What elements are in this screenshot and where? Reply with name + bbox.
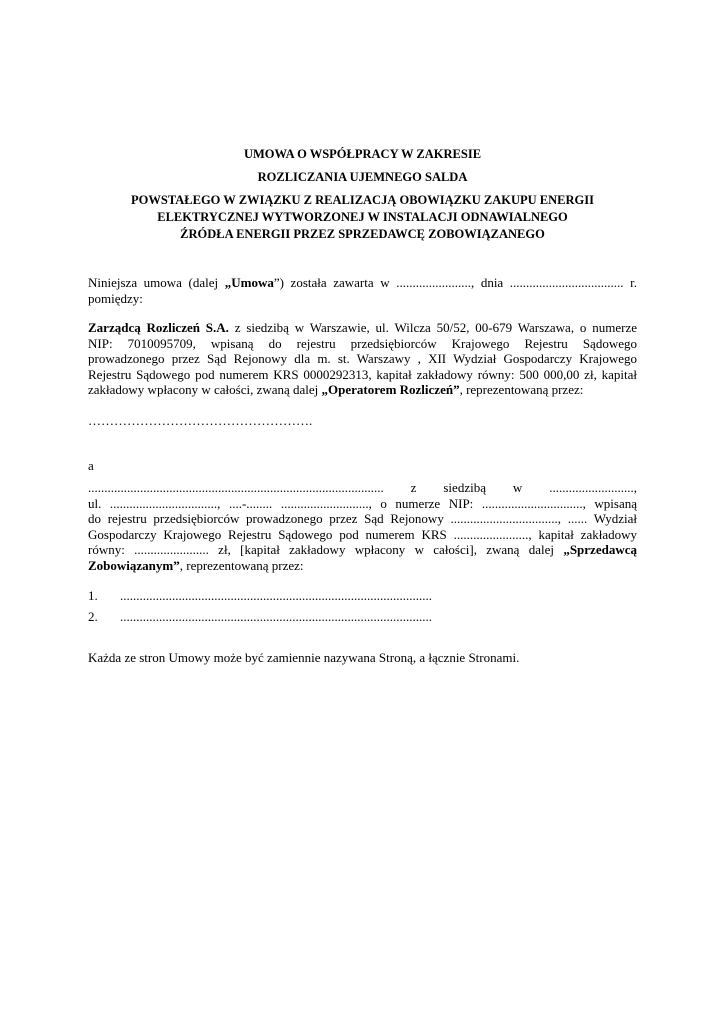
list-number: 1. xyxy=(88,588,98,603)
party2-word: w xyxy=(512,480,523,495)
party1-representative-line: ……………………………………………. xyxy=(88,413,313,428)
intro-line-1 xyxy=(88,275,637,291)
title-line-5: ŹRÓDŁA ENERGII PRZEZ SPRZEDAWCĘ ZOBOWIĄZANEGO xyxy=(180,227,545,241)
intro-paragraph xyxy=(88,275,637,306)
party2-role-term: „Sprzedawcą xyxy=(563,542,637,557)
party1-line-5 xyxy=(88,382,637,398)
and-conjunction: a xyxy=(88,458,94,473)
party2-name-blank: ........................................................................................... xyxy=(88,480,384,495)
intro-text: Niniejsza umowa (dalej xyxy=(88,275,225,290)
party1-name: Zarządcą Rozliczeń S.A. xyxy=(88,320,229,335)
party1-address: z siedzibą w Warszawie, ul. Wilcza 50/52, 00-679 Warszawa, o numerze xyxy=(228,320,637,335)
party2-line-1 xyxy=(88,480,637,496)
intro-umowa-term: „Umowa xyxy=(224,275,274,290)
list-item xyxy=(88,588,637,604)
party1-text-rest: , reprezentowaną przez: xyxy=(459,382,584,397)
title-line-4: ELEKTRYCZNEJ WYTWORZONEJ W INSTALACJI ODNAWIALNEGO xyxy=(157,210,568,224)
intro-text-rest: ”) została zawarta w ......................., dnia ................................... r. xyxy=(273,275,637,290)
party2-line-5 xyxy=(88,542,637,558)
list-number: 2. xyxy=(88,609,98,624)
party1-line-1 xyxy=(88,320,637,336)
party2-line-4: Gospodarczy Krajowego Rejestru Sądowego pod numerem KRS ......................., kapitał zakładowy xyxy=(88,526,637,542)
party2-word: z xyxy=(410,480,417,495)
party2-text: równy: ....................... zł, [kapitał zakładowy wpłacony w całości], zwaną dalej xyxy=(88,542,564,557)
title-line-3: POWSTAŁEGO W ZWIĄZKU Z REALIZACJĄ OBOWIĄZKU ZAKUPU ENERGII xyxy=(131,193,594,207)
title-line-1: UMOWA O WSPÓŁPRACY W ZAKRESIE xyxy=(243,147,482,161)
representative-blank: ................................................................................................ xyxy=(120,588,432,603)
party1-role-term: „Operatorem Rozliczeń” xyxy=(321,382,460,397)
party2-role-term-cont: Zobowiązanym” xyxy=(88,557,180,573)
intro-line-2: pomiędzy: xyxy=(88,290,143,306)
party2-word: siedzibą xyxy=(443,480,486,495)
party2-line-3: do rejestru przedsiębiorców prowadzonego przez Sąd Rejonowy ................................., ...... Wydział xyxy=(88,511,637,526)
party1-paragraph xyxy=(88,320,637,398)
party2-line-6 xyxy=(88,558,637,574)
representative-blank: ................................................................................................ xyxy=(120,609,432,624)
party1-line-4: Rejestru Sądowego pod numerem KRS 0000292313, kapitał zakładowy równy: 500 000,00 zł, kapitał xyxy=(88,366,637,382)
party2-text-rest: , reprezentowaną przez: xyxy=(179,557,304,573)
party2-line-2: ul. ................................., ....-........ ..........................., o numerze NIP: ..............................., wpisaną xyxy=(88,495,637,511)
party1-line-2: NIP: 7010095709, wpisaną do rejestru przedsiębiorców Krajowego Rejestru Sądowego xyxy=(88,335,637,351)
party2-paragraph xyxy=(88,480,637,573)
list-item xyxy=(88,609,637,625)
party2-city-blank: .........................., xyxy=(549,480,637,495)
title-line-2: ROZLICZANIA UJEMNEGO SALDA xyxy=(257,170,468,184)
party1-text: zakładowy wpłacony w całości, zwaną dalej xyxy=(88,382,322,397)
closing-paragraph: Każda ze stron Umowy może być zamiennie nazywana Stroną, a łącznie Stronami. xyxy=(88,650,520,665)
party1-line-3: prowadzonego przez Sąd Rejonowy dla m. st. Warszawy , XII Wydział Gospodarczy Krajowego xyxy=(88,351,637,366)
